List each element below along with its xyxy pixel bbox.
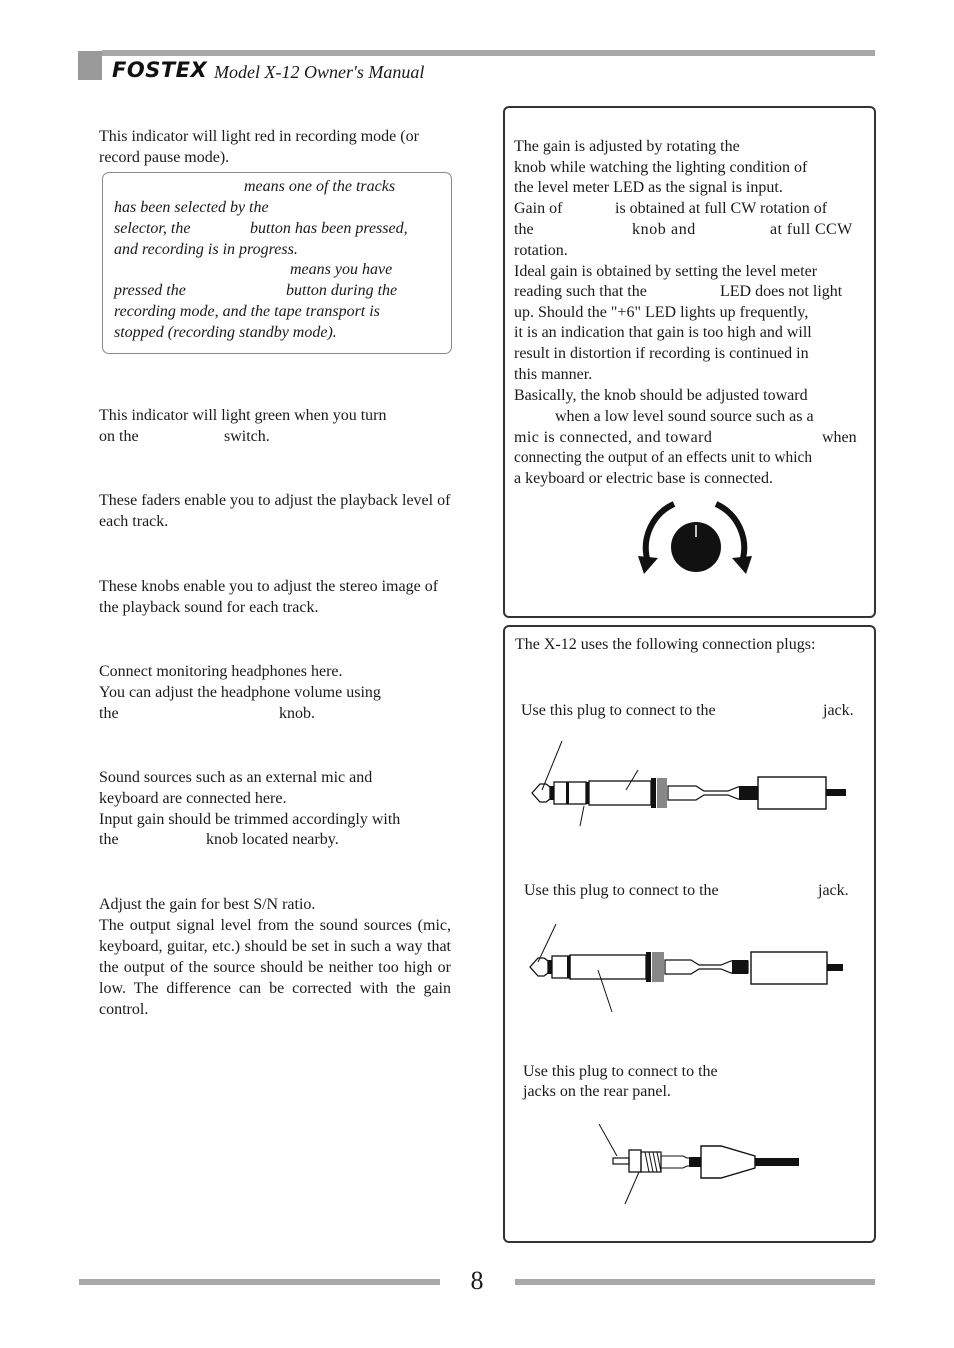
plug-description: jack. <box>818 882 849 899</box>
inputs-description: the <box>99 831 119 848</box>
plug-description: Use this plug to connect to the <box>523 1063 718 1080</box>
footer-bar-right <box>515 1279 875 1285</box>
inputs-description: Sound sources such as an external mic and keyboard are connected here. <box>99 769 373 807</box>
note-line: stopped (recording standby mode). <box>114 324 337 341</box>
note-line: button has been pressed, <box>250 220 408 237</box>
gain-text: The gain is adjusted by rotating the <box>514 138 740 155</box>
gain-text: up. Should the "+6" LED lights up frequently, <box>514 304 809 321</box>
gain-knob-icon <box>630 492 760 582</box>
phones-description: the <box>99 705 119 722</box>
gain-text: LED does not light <box>720 283 843 300</box>
gain-text: Gain of <box>514 200 563 217</box>
mono-phone-plug-icon <box>526 922 846 1017</box>
plug-description: Use this plug to connect to the <box>521 702 716 719</box>
header-bar-block <box>78 51 102 80</box>
gain-text: the level meter LED as the signal is input. <box>514 179 783 196</box>
inputs-description: Input gain should be trimmed accordingly with <box>99 811 401 828</box>
rec-indicator-description: This indicator will light red in recording mode (or record pause mode). <box>99 128 419 166</box>
gain-text: knob while watching the lighting condition of <box>514 159 808 176</box>
note-line: pressed the <box>114 282 186 299</box>
trim-description: Adjust the gain for best S/N ratio. <box>99 896 316 913</box>
pan-description: These knobs enable you to adjust the stereo image of the playback sound for each track. <box>99 578 439 616</box>
gain-text: rotation. <box>514 242 568 259</box>
power-indicator-description: This indicator will light green when you turn <box>99 407 387 424</box>
gain-text: this manner. <box>514 366 593 383</box>
gain-text: result in distortion if recording is continued in <box>514 345 809 362</box>
plug-description: jacks on the rear panel. <box>523 1083 671 1100</box>
stereo-phone-plug-icon <box>528 740 848 830</box>
gain-text: connecting the output of an effects unit to which <box>514 449 813 466</box>
plug-description: Use this plug to connect to the <box>524 882 719 899</box>
power-indicator-description: on the <box>99 428 139 445</box>
note-line: has been selected by the <box>114 199 269 216</box>
phones-description: You can adjust the headphone volume using <box>99 684 381 701</box>
gain-text: the <box>514 221 534 238</box>
note-line: and recording is in progress. <box>114 241 298 258</box>
page-number: 8 <box>470 1266 484 1295</box>
gain-text: knob and <box>632 221 696 238</box>
plugs-intro: The X-12 uses the following connection plugs: <box>515 636 816 653</box>
gain-text: at full CCW <box>770 221 853 238</box>
manual-title: Model X-12 Owner's Manual <box>214 62 425 82</box>
gain-text: it is an indication that gain is too high and will <box>514 324 812 341</box>
note-line: means one of the tracks <box>244 178 396 195</box>
trim-description: The output signal level from the sound sources (mic, keyboard, guitar, etc.) should be set in such a way that the output of the source should be neither too high or low. The difference can be corrected with the gain control. <box>99 917 451 1018</box>
phones-description: Connect monitoring headphones here. <box>99 663 343 680</box>
gain-text: a keyboard or electric base is connected. <box>514 470 773 487</box>
inputs-description: knob located nearby. <box>206 831 339 848</box>
note-line: recording mode, and the tape transport is <box>114 303 380 320</box>
gain-text: reading such that the <box>514 283 647 300</box>
plug-description: jack. <box>823 702 854 719</box>
power-indicator-description: switch. <box>224 428 270 445</box>
gain-text: when a low level sound source such as a <box>555 408 814 425</box>
header-bar-line <box>102 50 875 56</box>
gain-text: Basically, the knob should be adjusted toward <box>514 387 808 404</box>
note-line: button during the <box>286 282 398 299</box>
gain-text: when <box>822 429 857 446</box>
note-line: means you have <box>290 261 393 278</box>
faders-description: These faders enable you to adjust the playback level of each track. <box>99 492 451 530</box>
footer-bar-left <box>79 1279 440 1285</box>
rca-plug-icon <box>595 1120 805 1210</box>
fostex-logo: FOSTEX <box>112 58 208 82</box>
gain-text: Ideal gain is obtained by setting the level meter <box>514 263 818 280</box>
phones-description: knob. <box>279 705 315 722</box>
note-line: selector, the <box>114 220 191 237</box>
gain-text: mic is connected, and toward <box>514 429 713 446</box>
gain-text: is obtained at full CW rotation of <box>615 200 828 217</box>
